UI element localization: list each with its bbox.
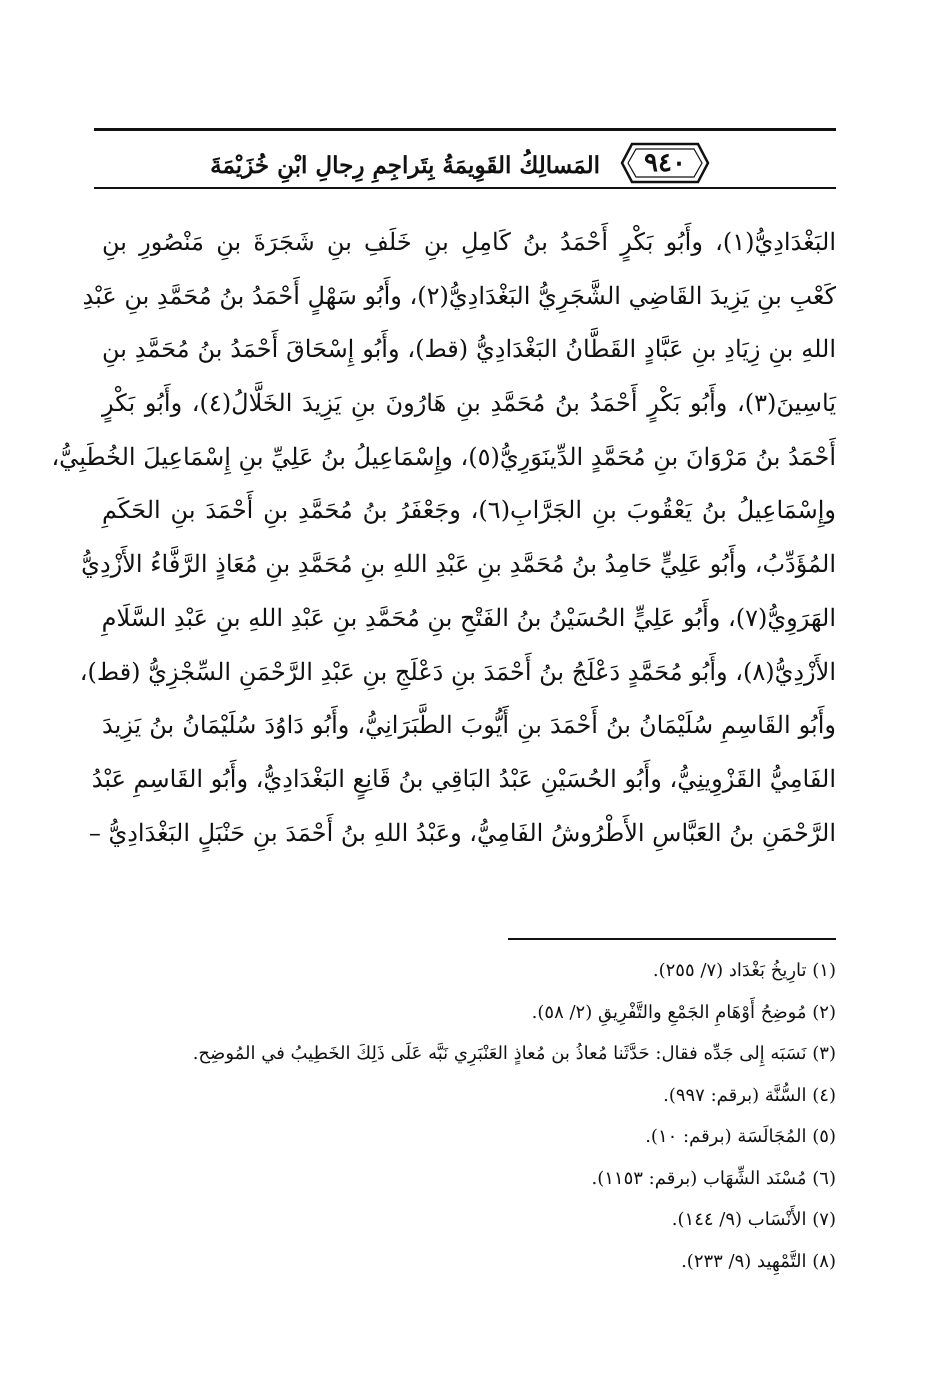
page-number-badge [618, 140, 712, 186]
footnote: (٤) السُّنَّة (برقم: ٩٩٧). [663, 1084, 836, 1106]
footnote: (٢) مُوضِحُ أَوْهَامِ الجَمْعِ والتَّفْرِيقِ (٢/ ٥٨). [531, 1001, 836, 1023]
footnote: (٨) التَّمْهِيد (٩/ ٢٣٣). [681, 1250, 836, 1272]
footnote: (٦) مُسْنَد الشِّهَاب (برقم: ١١٥٣). [591, 1167, 836, 1189]
text-line: الهَرَوِيُّ(٧)، وأَبُو عَلِيٍّ الحُسَيْنُ بنُ الفَتْحِ بنِ مُحَمَّدِ بنِ عَبْدِ اللهِ بنِ عَبْدِ السَّلَامِ [101, 603, 836, 632]
running-title: المَسالِكُ القَوِيمَةُ بِتَراجِمِ رِجالِ ابْنِ خُزَيْمَةَ [210, 152, 600, 179]
page-number: ٩٤٠ [644, 148, 686, 178]
text-line: كَعْبِ بنِ يَزِيدَ القَاضِي الشَّجَرِيُّ البَغْدَادِيُّ(٢)، وأَبُو سَهْلٍ أَحْمَدُ بنُ مُحَمَّدِ بنِ عَبْدِ [82, 281, 836, 310]
text-line: أَحْمَدُ بنُ مَرْوَانَ بنِ مُحَمَّدٍ الدِّينَوَرِيُّ(٥)، وإِسْمَاعِيلُ بنُ عَلِيِّ بنِ إِسْمَاعِيلَ الخُطَبِيُّ، [51, 442, 836, 471]
footnote-separator [508, 938, 836, 940]
header-top-rule [94, 128, 836, 131]
header-bottom-rule [94, 187, 836, 189]
text-line: يَاسِينَ(٣)، وأَبُو بَكْرٍ أَحْمَدُ بنُ مُحَمَّدِ بنِ هَارُونَ بنِ يَزِيدَ الخَلَّالُ(٤)، وأَبُو بَكْرٍ [102, 389, 836, 418]
text-line: وإِسْمَاعِيلُ بنُ يَعْقُوبَ بنِ الجَرَّابِ(٦)، وجَعْفَرُ بنُ مُحَمَّدِ بنِ أَحْمَدَ بنِ الحَكَمِ [102, 496, 837, 525]
text-line: الرَّحْمَنِ بنُ العَبَّاسِ الأَطْرُوشُ الفَامِيُّ، وعَبْدُ اللهِ بنُ أَحْمَدَ بنِ حَنْبَلٍ البَغْدَادِيُّ – [88, 818, 836, 847]
footnote: (٧) الأَنْسَاب (٩/ ١٤٤). [671, 1209, 836, 1230]
text-line: اللهِ بنِ زِيَادِ بنِ عَبَّادٍ القَطَّانُ البَغْدَادِيُّ (قط)، وأَبُو إِسْحَاقَ أَحْمَدُ بنُ مُحَمَّدِ بنِ [102, 335, 836, 364]
footnote: (١) تارِيخُ بَغْدَاد (٧/ ٢٥٥). [652, 960, 836, 981]
text-line: الأَزْدِيُّ(٨)، وأَبُو مُحَمَّدٍ دَعْلَجُ بنُ أَحْمَدَ بنِ دَعْلَجِ بنِ عَبْدِ الرَّحْمَنِ السِّجْزِيُّ (قط)، [79, 657, 836, 686]
text-line: وأَبُو القَاسِمِ سُلَيْمَانُ بنُ أَحْمَدَ بنِ أَيُّوبَ الطَّبَرَانِيُّ، وأَبُو دَاوُدَ سُلَيْمَانُ بنُ يَزِيدَ [102, 711, 836, 740]
footnotes [140, 950, 836, 1282]
text-line: البَغْدَادِيُّ(١)، وأَبُو بَكْرٍ أَحْمَدُ بنُ كَامِلِ بنِ خَلَفِ بنِ شَجَرَةَ بنِ مَنْصُورِ بنِ [102, 228, 836, 256]
footnote: (٥) المُجَالَسَة (برقم: ١٠). [645, 1126, 836, 1147]
footnote: (٣) نَسَبَه إِلى جَدِّه فقال: حَدَّثَنا مُعاذُ بن مُعاذٍ العَنْبَرِي نَبَّه عَلَى ذَلِكَ الخَطِيبُ في المُوضِح. [192, 1043, 836, 1064]
main-text [51, 216, 837, 860]
text-line: المُؤَدِّبُ، وأَبُو عَلِيٍّ حَامِدُ بنُ مُحَمَّدِ بنِ عَبْدِ اللهِ بنِ مُحَمَّدِ بنِ مُعَاذٍ الرَّفَّاءُ الأَزْدِيُّ [81, 550, 836, 579]
text-line: الفَامِيُّ القَزْوِينِيُّ، وأَبُو الحُسَيْنِ عَبْدُ البَاقِي بنُ قَانِعٍ البَغْدَادِيُّ، وأَبُو القَاسِمِ عَبْدُ [91, 764, 836, 793]
